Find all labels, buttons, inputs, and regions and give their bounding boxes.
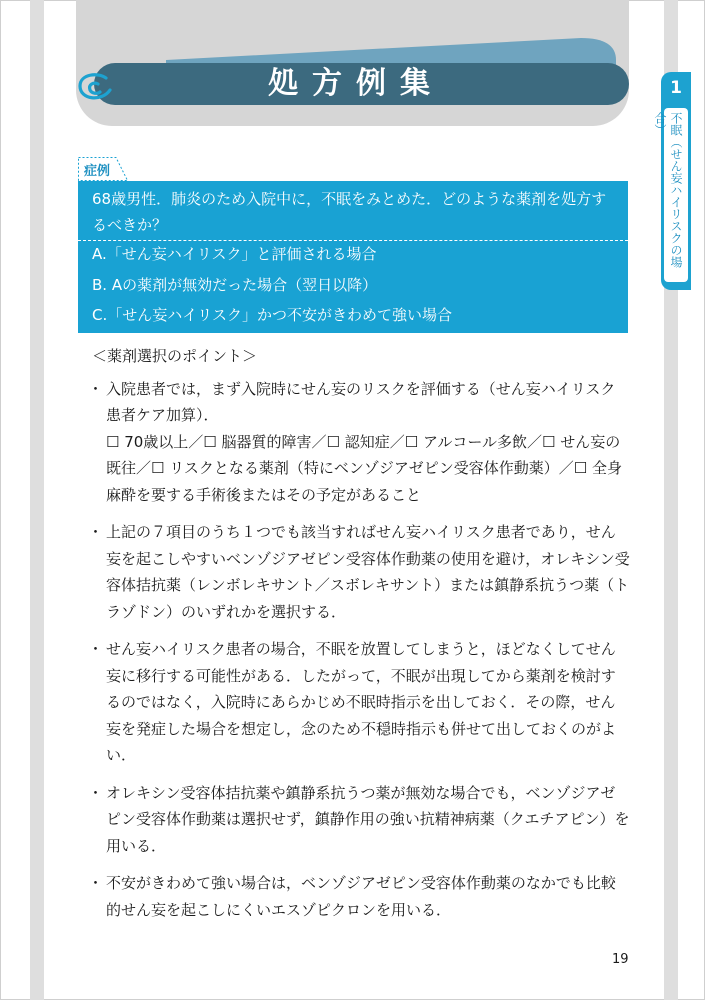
bullet-text: ・ オレキシン受容体拮抗薬や鎮静系抗うつ薬が無効な場合でも，ベンゾジアゼピン受容体作動薬は選択せず，鎮静作用の強い抗精神病薬（クエチアピン）を用いる． [106,783,630,855]
page-title: 処方例集 [268,66,444,101]
bullet-item [92,519,630,625]
bullet-item [92,780,630,860]
chapter-tab [653,72,691,290]
case-option-a: A.「せん妄ハイリスク」と評価される場合 [92,245,377,263]
risk-checklist: ☐ 70歳以上／☐ 脳器質的障害／☐ 認知症／☐ アルコール多飲／☐ せん妄の既往／☐ リスクとなる薬剤（特にベンゾジアゼピン受容体作動薬）／☐ 全身麻酔を要する手術後またはその予定があること [106,432,622,504]
case-question: 68歳男性．肺炎のため入院中に，不眠をみとめた．どのような薬剤を処方するべきか？ [92,190,607,234]
case-option-b: B. Aの薬剤が無効だった場合（翌日以降） [92,276,378,294]
case-box [78,181,628,333]
bullet-text: ・ せん妄ハイリスク患者の場合，不眠を放置してしまうと，ほどなくしてせん妄に移行する可能性がある．したがって，不眠が出現してから薬剤を検討するのではなく，入院時にあらかじめ不眠時指示を出しておく．その際，せん妄を発症した場合を想定し，念のため不穏時指示も併せて出しておくのがよい． [106,640,617,764]
page-number: 19 [612,952,629,967]
bullet-item [92,636,630,769]
chapter-label-box [653,108,688,282]
chapter-number: 1 [670,78,682,98]
bullet-item [92,870,630,923]
case-option-c: C.「せん妄ハイリスク」かつ不安がきわめて強い場合 [92,306,452,324]
bullet-text: ・ 不安がきわめて強い場合は，ベンゾジアゼピン受容体作動薬のなかでも比較的せん妄を起こしにくいエスゾピクロンを用いる． [106,874,616,919]
chapter-label: 不眠（せん妄ハイリスクの場合） [653,112,683,268]
bullet-text: ・ 上記の７項目のうち１つでも該当すればせん妄ハイリスク患者であり，せん妄を起こしやすいベンゾジアゼピン受容体作動薬の使用を避け，オレキシン受容体拮抗薬（レンボレキサント／スボレキサント）または鎮静系抗うつ薬（トラゾドン）のいずれかを選択する． [106,523,630,621]
main-content [92,343,630,923]
case-tag-label: 症例 [84,164,111,179]
bullet-item [92,376,630,509]
bullet-text: ・ 入院患者では，まず入院時にせん妄のリスクを評価する（せん妄ハイリスク患者ケア加算）． [106,379,616,424]
section-heading: ＜薬剤選択のポイント＞ [92,347,258,365]
left-margin-band [30,0,44,1000]
